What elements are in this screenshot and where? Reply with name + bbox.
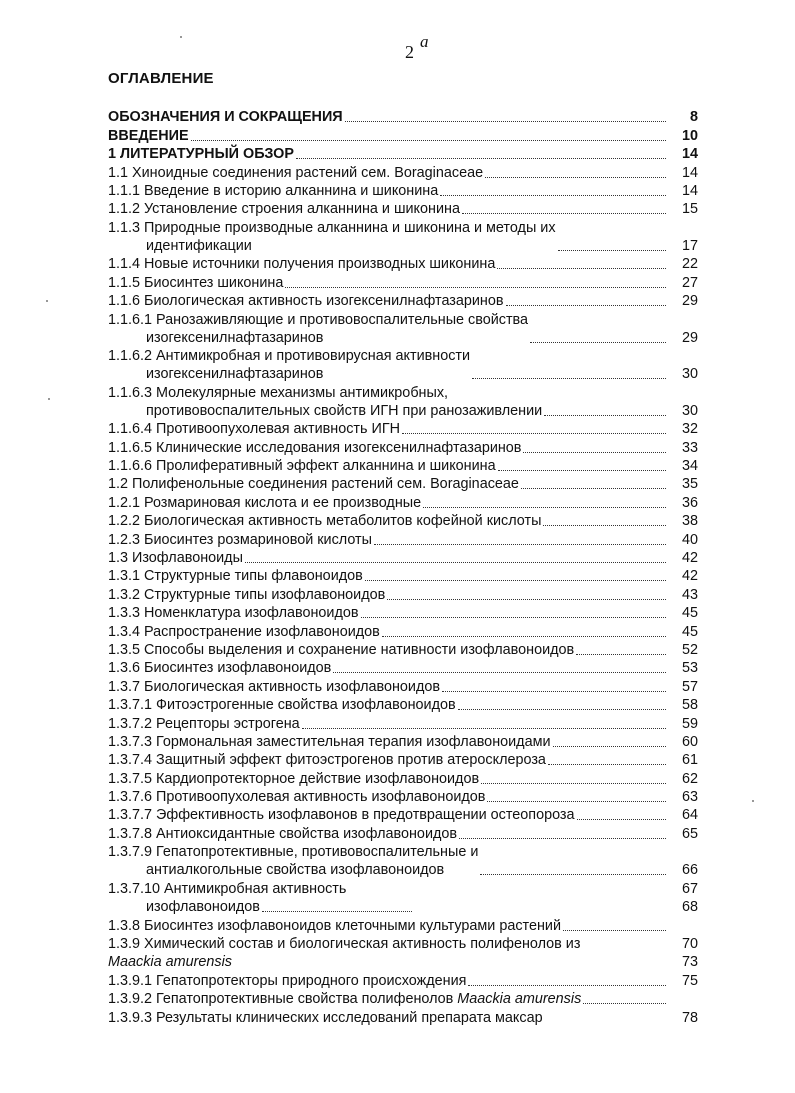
leader-dots: [487, 801, 666, 802]
toc-entry-title: 1.3.7.5 Кардиопротекторное действие изофлавоноидов: [108, 770, 480, 787]
toc-entry-page: 61: [681, 752, 698, 769]
leader-dots: [302, 728, 666, 729]
leader-dots: [468, 985, 666, 986]
toc-entry-page: 14: [681, 182, 698, 199]
toc-entry-title: 1.1.4 Новые источники получения производных шиконина: [108, 256, 496, 273]
toc-entry[interactable]: [108, 751, 698, 769]
toc-entry[interactable]: [108, 641, 698, 659]
toc-entry-line1: 1.1.6.3 Молекулярные механизмы антимикробных,: [108, 384, 449, 401]
toc-entry-title: 1.2 Полифенольные соединения растений сем. Boraginaceae: [108, 476, 519, 493]
leader-dots: [577, 819, 666, 820]
toc-entry-title: 1.3.7.1 Фитоэстрогенные свойства изофлавоноидов: [108, 697, 456, 714]
toc-entry[interactable]: [108, 935, 698, 953]
leader-dots: [245, 562, 666, 563]
toc-entry-title: 1.2.3 Биосинтез розмариновой кислоты: [108, 531, 372, 548]
leader-dots: [262, 911, 412, 912]
scan-speck: [48, 398, 50, 400]
toc-entry[interactable]: [108, 457, 698, 475]
leader-dots: [365, 580, 666, 581]
leader-dots: [345, 121, 666, 122]
toc-entry-title: [108, 990, 581, 1008]
toc-entry-title: ОБОЗНАЧЕНИЯ И СОКРАЩЕНИЯ: [108, 109, 343, 126]
leader-dots: [361, 617, 666, 618]
toc-entry[interactable]: [108, 420, 698, 438]
toc-entry[interactable]: [108, 898, 698, 916]
toc-entry-page: 57: [681, 678, 698, 695]
leader-dots: [387, 599, 666, 600]
toc-entry[interactable]: [108, 310, 698, 347]
toc-entry-title: 1.3.7.2 Рецепторы эстрогена: [108, 715, 300, 732]
toc-entry-page: 10: [681, 127, 698, 144]
toc-entry-page: 67: [681, 880, 698, 897]
leader-dots: [498, 470, 666, 471]
toc-entry-title: 1.3.5 Способы выделения и сохранение нативности изофлавоноидов: [108, 641, 575, 658]
toc-entry-page: 59: [681, 715, 698, 732]
toc-entry-title: 1.3.7.8 Антиоксидантные свойства изофлавоноидов: [108, 825, 458, 842]
toc-entry[interactable]: [108, 604, 698, 622]
toc-entry-title: 1.1.6.4 Противоопухолевая активность ИГН: [108, 421, 401, 438]
toc-entry[interactable]: [108, 622, 698, 640]
toc-entry-line2: изогексенилнафтазаринов: [146, 366, 324, 383]
leader-dots: [558, 250, 666, 251]
leader-dots: [442, 691, 666, 692]
toc-entry[interactable]: [108, 438, 698, 456]
toc-entry[interactable]: [108, 788, 698, 806]
toc-entry-title: 1.2.1 Розмариновая кислота и ее производные: [108, 494, 422, 511]
leader-dots: [544, 415, 666, 416]
toc-entry-page: 34: [681, 458, 698, 475]
toc-entry-title: [108, 384, 542, 420]
leader-dots: [497, 268, 666, 269]
toc-entry-title: [108, 843, 478, 879]
toc-entry[interactable]: [108, 714, 698, 732]
leader-dots: [553, 746, 666, 747]
toc-entry-page: 60: [681, 733, 698, 750]
toc-entry-title: Maackia amurensis: [108, 954, 232, 971]
toc-entry[interactable]: [108, 990, 698, 1008]
toc-entry-page: 63: [681, 789, 698, 806]
toc-entry-title: [108, 311, 528, 347]
toc-entry-page: 64: [681, 807, 698, 824]
toc-entry-page: 42: [681, 568, 698, 585]
leader-dots: [296, 158, 666, 159]
toc-entry-page: 58: [681, 697, 698, 714]
toc-entry-title: изофлавоноидов: [146, 899, 260, 916]
toc-entry-title: 1.1.1 Введение в историю алканнина и шиконина: [108, 182, 439, 199]
toc-entry-line1: 1.3.7.9 Гепатопротективные, противовоспалительные и: [108, 844, 479, 861]
toc-entry-text: 1.3.9.2 Гепатопротективные свойства полифенолов: [108, 991, 454, 1008]
toc-entry[interactable]: [108, 1008, 698, 1026]
leader-dots: [548, 764, 666, 765]
toc-entry-title: 1.3.9.3 Результаты клинических исследований препарата максар: [108, 1009, 543, 1026]
toc-entry-page: 42: [681, 550, 698, 567]
toc-entry[interactable]: [108, 273, 698, 291]
toc-entry-line2: антиалкогольные свойства изофлавоноидов: [146, 862, 445, 879]
toc-entry[interactable]: [108, 530, 698, 548]
toc-entry-title: 1.3.7.10 Антимикробная активность: [108, 880, 347, 897]
toc-entry-title: 1.3.4 Распространение изофлавоноидов: [108, 623, 380, 640]
toc-entry[interactable]: [108, 383, 698, 420]
toc-entry-title: 1.3.7.7 Эффективность изофлавонов в предотвращении остеопороза: [108, 807, 575, 824]
toc-entry[interactable]: [108, 677, 698, 695]
toc-entry-title: 1.3.7.6 Противоопухолевая активность изофлавоноидов: [108, 789, 486, 806]
toc-entry-title: 1.3.7 Биологическая активность изофлавоноидов: [108, 678, 441, 695]
toc-entry-title: 1.3.9 Химический состав и биологическая активность полифенолов из: [108, 936, 581, 953]
leader-dots: [459, 838, 666, 839]
toc-entry-title: 1.3.6 Биосинтез изофлавоноидов: [108, 660, 332, 677]
toc-entry[interactable]: [108, 475, 698, 493]
toc-entry-title: 1.3.2 Структурные типы изофлавоноидов: [108, 586, 386, 603]
handwritten-mark: a: [420, 32, 429, 51]
toc-entry-line1: 1.1.6.2 Антимикробная и противовирусная активности: [108, 348, 471, 365]
toc-entry[interactable]: [108, 108, 698, 126]
toc-entry[interactable]: [108, 493, 698, 511]
toc-entry-page: 14: [681, 164, 698, 181]
leader-dots: [440, 195, 666, 196]
leader-dots: [481, 783, 666, 784]
toc-entry[interactable]: [108, 200, 698, 218]
toc-entry-page: 29: [681, 293, 698, 310]
toc-entry-page: 45: [681, 605, 698, 622]
leader-dots: [563, 930, 666, 931]
toc-entry-title: 1.3.9.1 Гепатопротекторы природного происхождения: [108, 972, 467, 989]
toc-entry-page: 27: [681, 274, 698, 291]
leader-dots: [285, 287, 666, 288]
toc-entry-title: 1.3.8 Биосинтез изофлавоноидов клеточными культурами растений: [108, 917, 562, 934]
toc-entry-page: 14: [681, 146, 698, 163]
toc-entry-page: 15: [681, 201, 698, 218]
page-number: 2: [405, 42, 414, 62]
toc-entry-page: 73: [681, 954, 698, 971]
toc-entry[interactable]: [108, 953, 698, 971]
toc-entry[interactable]: [108, 512, 698, 530]
toc-entry-title: 1.1.6.5 Клинические исследования изогексенилнафтазаринов: [108, 439, 522, 456]
toc-entry-line1: 1.1.6.1 Ранозаживляющие и противовоспалительные свойства: [108, 311, 529, 328]
toc-entry[interactable]: [108, 806, 698, 824]
toc-entry-line2: изогексенилнафтазаринов: [146, 329, 324, 346]
toc-entry-page: 30: [681, 366, 698, 383]
leader-dots: [480, 874, 666, 875]
toc-entry[interactable]: [108, 126, 698, 144]
toc-entry-line2: идентификации: [146, 237, 252, 254]
toc-entry-page: 38: [681, 513, 698, 530]
toc-entry-page: 43: [681, 586, 698, 603]
scan-speck: [752, 800, 754, 802]
toc-entry[interactable]: [108, 549, 698, 567]
toc-entry-page: 40: [681, 531, 698, 548]
toc-entry-title: 1.3.3 Номенклатура изофлавоноидов: [108, 605, 359, 622]
toc-entry[interactable]: [108, 696, 698, 714]
toc-entry[interactable]: [108, 292, 698, 310]
leader-dots: [472, 378, 666, 379]
leader-dots: [576, 654, 666, 655]
toc-entry[interactable]: [108, 255, 698, 273]
toc-entry-title: [108, 219, 556, 255]
toc-entry-page: 66: [681, 862, 698, 879]
toc-entry-italic: Maackia amurensis: [457, 991, 582, 1008]
toc-entry[interactable]: [108, 163, 698, 181]
leader-dots: [402, 433, 666, 434]
toc-entry[interactable]: [108, 769, 698, 787]
scan-speck: [46, 300, 48, 302]
toc-entry-page: 75: [681, 972, 698, 989]
toc-entry-page: 29: [681, 329, 698, 346]
toc-entry[interactable]: [108, 145, 698, 163]
toc-entry-title: 1.1.2 Установление строения алканнина и шиконина: [108, 201, 460, 218]
toc-entry-page: 45: [681, 623, 698, 640]
toc-entry-title: 1.3 Изофлавоноиды: [108, 550, 243, 567]
toc-entry-page: 78: [681, 1009, 698, 1026]
toc-entry-title: 1.3.7.4 Защитный эффект фитоэстрогенов против атеросклероза: [108, 752, 546, 769]
toc-entry[interactable]: [108, 733, 698, 751]
toc-entry-page: 62: [681, 770, 698, 787]
toc-entry[interactable]: [108, 971, 698, 989]
toc-entry[interactable]: [108, 218, 698, 255]
toc-entry-page: 70: [681, 936, 698, 953]
toc-entry-title: 1.1.6 Биологическая активность изогексенилнафтазаринов: [108, 293, 504, 310]
leader-dots: [521, 488, 666, 489]
toc-heading: ОГЛАВЛЕНИЕ: [108, 70, 214, 87]
leader-dots: [530, 342, 666, 343]
leader-dots: [374, 544, 666, 545]
leader-dots: [458, 709, 666, 710]
toc-entry-title: 1 ЛИТЕРАТУРНЫЙ ОБЗОР: [108, 146, 294, 163]
scan-speck: [180, 36, 182, 38]
leader-dots: [506, 305, 666, 306]
toc-entry-page: 33: [681, 439, 698, 456]
toc-entry[interactable]: [108, 659, 698, 677]
toc-entry-line1: 1.1.3 Природные производные алканнина и шиконина и методы их: [108, 219, 556, 236]
leader-dots: [523, 452, 666, 453]
toc-entry-title: 1.2.2 Биологическая активность метаболитов кофейной кислоты: [108, 513, 542, 530]
leader-dots: [382, 636, 666, 637]
toc-entry-title: 1.1.5 Биосинтез шиконина: [108, 274, 284, 291]
toc-entry-page: 32: [681, 421, 698, 438]
toc-entry[interactable]: [108, 347, 698, 384]
toc-entry[interactable]: [108, 843, 698, 880]
toc-entry-page: 65: [681, 825, 698, 842]
toc-entry-line2: противовоспалительных свойств ИГН при ранозаживлении: [146, 402, 543, 419]
toc-entry-title: 1.3.1 Структурные типы флавоноидов: [108, 568, 363, 585]
toc-entry-title: [108, 347, 470, 383]
toc-entry[interactable]: [108, 585, 698, 603]
toc-entry-title: 1.1 Хиноидные соединения растений сем. Boraginaceae: [108, 164, 484, 181]
leader-dots: [333, 672, 666, 673]
leader-dots: [543, 525, 666, 526]
leader-dots: [485, 177, 666, 178]
leader-dots: [583, 1003, 666, 1004]
toc-entry-title: ВВЕДЕНИЕ: [108, 127, 189, 144]
toc-entry-page: 8: [689, 109, 698, 126]
toc-entry-page: 30: [681, 402, 698, 419]
toc-entry-page: 53: [681, 660, 698, 677]
leader-dots: [462, 213, 666, 214]
toc-entry-page: 68: [681, 899, 698, 916]
toc-entry[interactable]: [108, 824, 698, 842]
toc-entry-page: 52: [681, 641, 698, 658]
toc-entry-page: 22: [681, 256, 698, 273]
toc-entry-title: 1.3.7.3 Гормональная заместительная терапия изофлавоноидами: [108, 733, 551, 750]
toc-entry[interactable]: [108, 567, 698, 585]
toc-entry-page: 35: [681, 476, 698, 493]
table-of-contents: [108, 108, 698, 1027]
leader-dots: [191, 140, 666, 141]
toc-entry-page: 36: [681, 494, 698, 511]
toc-entry-title: 1.1.6.6 Пролиферативный эффект алканнина и шиконина: [108, 458, 496, 475]
toc-entry[interactable]: [108, 182, 698, 200]
leader-dots: [423, 507, 666, 508]
toc-entry-page: 17: [681, 237, 698, 254]
toc-entry[interactable]: [108, 916, 698, 934]
toc-entry[interactable]: [108, 879, 698, 897]
